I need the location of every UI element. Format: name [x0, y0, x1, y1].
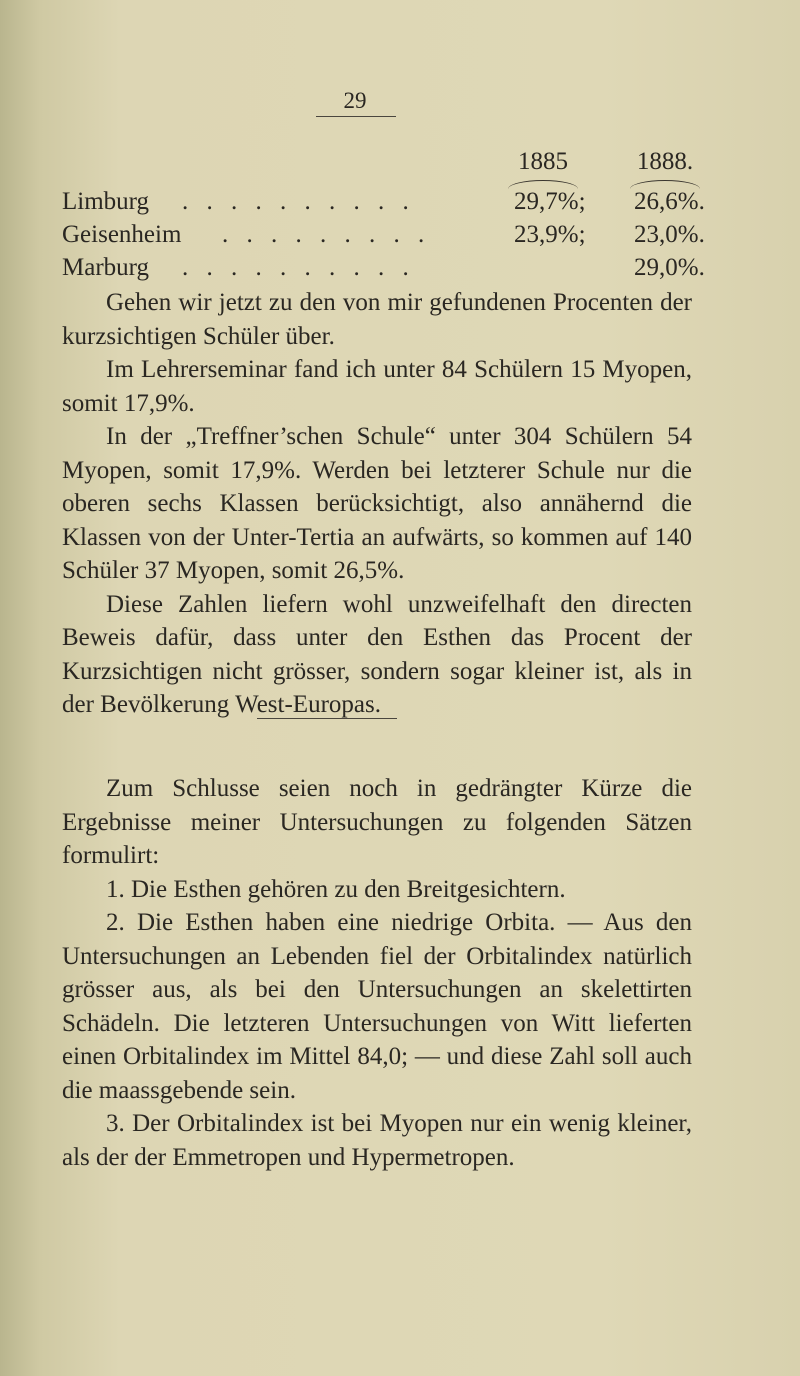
year-1888: 1888. — [636, 148, 694, 175]
page-number-rule — [316, 116, 396, 117]
row-value-1885: 29,7%; — [514, 188, 586, 215]
point-item: 1. Die Esthen gehören zu den Breitgesichtern. — [106, 875, 566, 903]
row-dots: . . . . . . . . . — [222, 221, 431, 248]
paragraph: Diese Zahlen liefern wohl unzweifelhaft den directen Beweis dafür, dass unter den Esthen das Procent der Kurzsichtigen nicht grösser, sondern sogar kleiner ist, als in der Bevölkerung West-Europas. — [62, 590, 692, 718]
point-item: 2. Die Esthen haben eine niedrige Orbita. — Aus den Untersuchungen an Lebenden fiel der Orbitalindex natürlich grösser aus, als bei den Untersuchungen an skelettirten Schädeln. Die letzteren Untersuchungen von Witt lieferten einen Orbitalindex im Mittel 84,0; — und diese Zahl soll auch die maassgebende sein. — [62, 909, 692, 1104]
row-place: Geisenheim — [62, 221, 182, 248]
row-value-1888: 29,0%. — [634, 254, 705, 281]
year-1885: 1885 — [518, 148, 568, 175]
paragraph: In der „Treffner’schen Schule“ unter 304 Schülern 54 Myopen, somit 17,9%. Werden bei letzterer Schule nur die oberen sechs Klassen berücksichtigt, also annähernd die Klassen von der Unter-Tertia an aufwärts, so kommen auf 140 Schüler 37 Myopen, somit 26,5%. — [62, 423, 692, 584]
row-value-1888: 26,6%. — [634, 188, 705, 215]
row-dots: . . . . . . . . . . — [182, 188, 415, 215]
row-place: Marburg — [62, 254, 150, 281]
body-text-lower — [62, 772, 692, 1174]
row-value-1885: 23,9%; — [514, 221, 586, 248]
body-text-upper — [62, 286, 692, 722]
paragraph: Im Lehrerseminar fand ich unter 84 Schülern 15 Myopen, somit 17,9%. — [62, 356, 692, 417]
row-place: Limburg — [62, 188, 150, 215]
point-item: 3. Der Orbitalindex ist bei Myopen nur ein wenig kleiner, als der der Emmetropen und Hypermetropen. — [62, 1110, 692, 1171]
page-number: 29 — [343, 88, 367, 113]
conclusion-intro: Zum Schlusse seien noch in gedrängter Kürze die Ergebnisse meiner Untersuchungen zu folgenden Sätzen formulirt: — [62, 775, 692, 869]
section-separator — [257, 718, 397, 719]
row-value-1888: 23,0%. — [634, 221, 705, 248]
row-dots: . . . . . . . . . . — [182, 254, 415, 281]
paragraph: Gehen wir jetzt zu den von mir gefundenen Procenten der kurzsichtigen Schüler über. — [62, 289, 692, 350]
